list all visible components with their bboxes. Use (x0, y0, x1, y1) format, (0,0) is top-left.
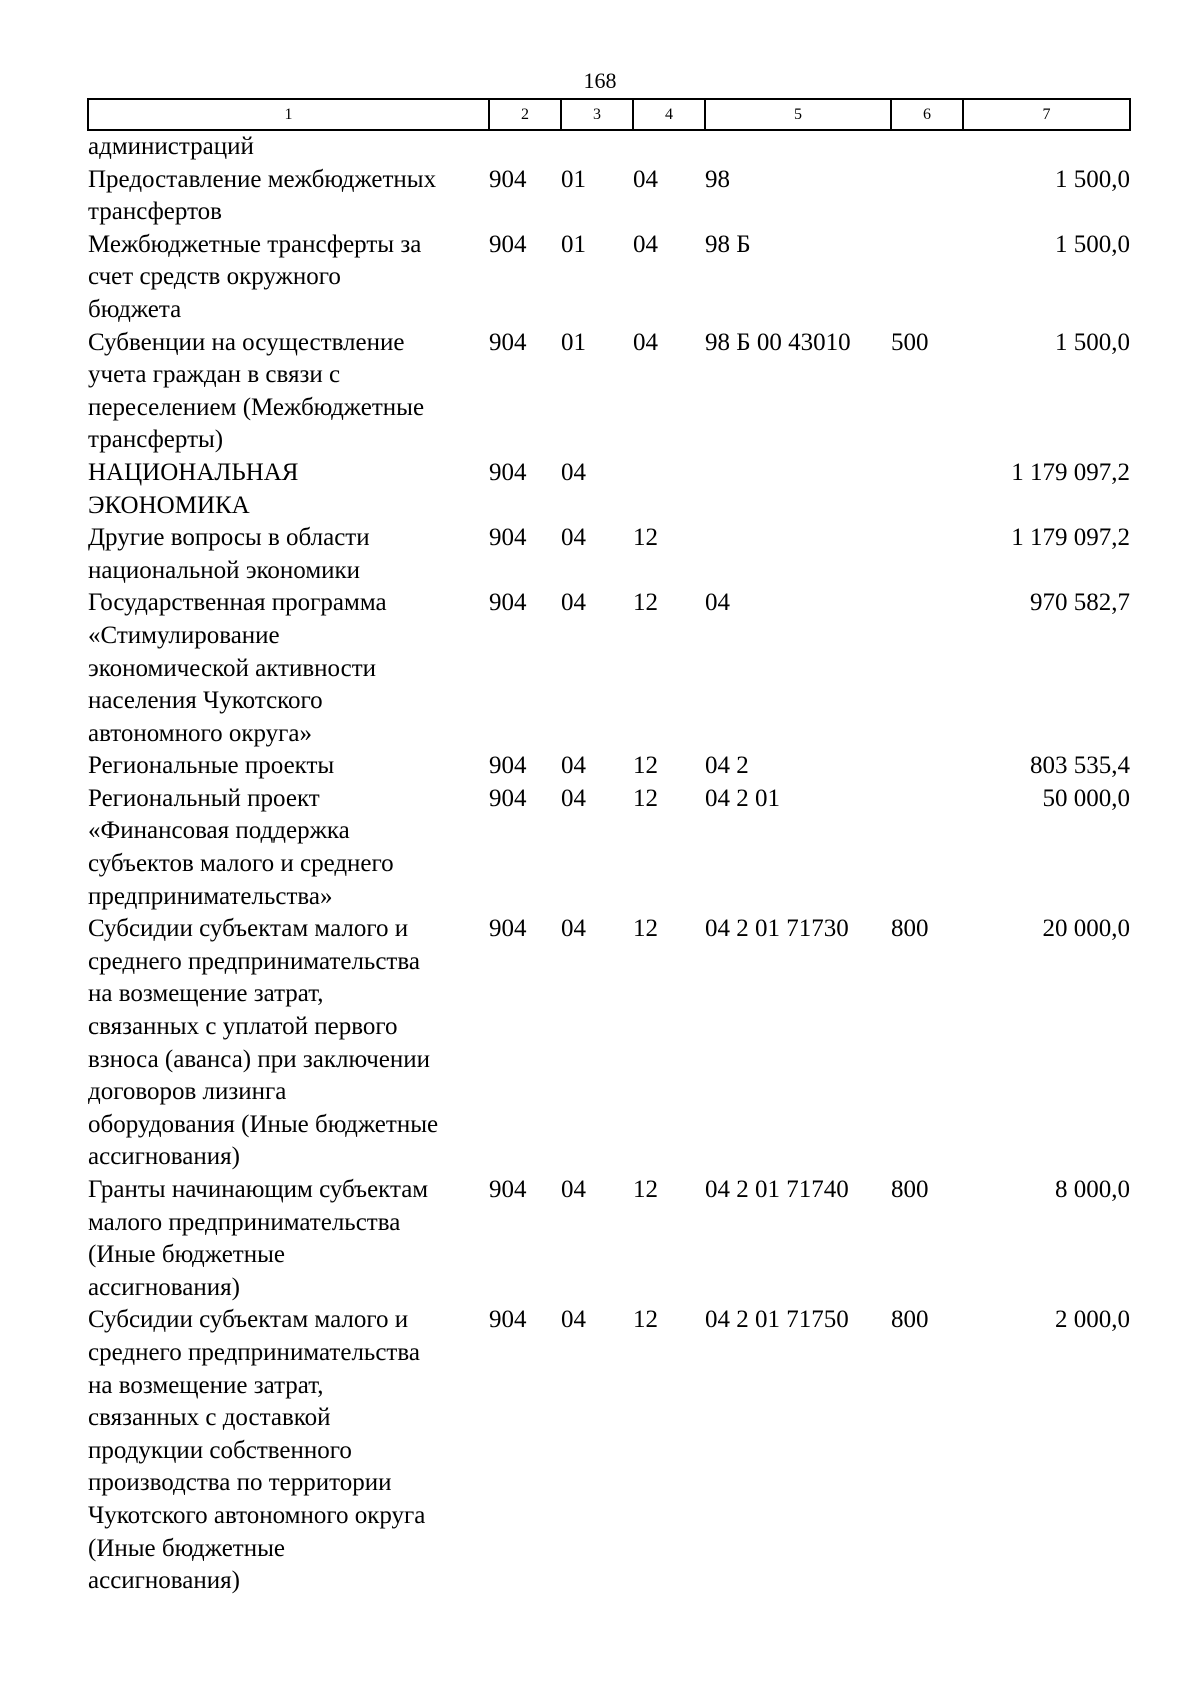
table-row (88, 327, 1130, 457)
row-name (88, 164, 489, 229)
row-code-admin: 904 (489, 752, 527, 780)
row-code-expense-type: 800 (891, 915, 929, 943)
table-row (88, 522, 1130, 587)
table-body (88, 130, 1130, 1598)
row-code-section: 04 (561, 458, 586, 486)
row-name (88, 457, 489, 522)
row-amount: 1 179 097,2 (1011, 458, 1130, 486)
row-name-line: трансфертов (88, 198, 222, 226)
row-name (88, 913, 489, 1174)
row-code-section (561, 130, 633, 164)
row-code-section: 04 (561, 784, 586, 812)
row-code-target-article: 98 (705, 165, 730, 193)
row-name-line: Другие вопросы в области (88, 524, 370, 552)
row-name (88, 1304, 489, 1597)
row-name-line: (Иные бюджетные (88, 1534, 285, 1562)
row-name-line: экономической активности (88, 654, 377, 682)
row-name-line: учета граждан в связи с (88, 361, 341, 389)
row-code-target-article: 04 2 01 71740 (705, 1176, 849, 1203)
row-code-target-article: 04 2 01 (705, 784, 780, 812)
table-row (88, 1304, 1130, 1597)
row-amount: 20 000,0 (1042, 915, 1130, 943)
row-name (88, 783, 489, 913)
row-amount: 8 000,0 (1055, 1176, 1130, 1203)
row-name-line: национальной экономики (88, 556, 361, 584)
row-amount: 1 500,0 (1055, 230, 1130, 258)
row-code-target-article: 04 (705, 589, 730, 617)
row-code-expense-type (891, 750, 963, 783)
row-name-line: связанных с уплатой первого (88, 1013, 398, 1041)
row-code-expense-type (891, 164, 963, 229)
row-name-line: продукции собственного (88, 1436, 352, 1464)
table-header (88, 99, 1130, 130)
row-amount: 1 500,0 (1055, 328, 1130, 356)
row-name-line: среднего предпринимательства (88, 1338, 420, 1366)
row-name-line: Чукотского автономного округа (88, 1501, 426, 1529)
table-row (88, 457, 1130, 522)
header-col-5: 5 (705, 99, 891, 130)
row-name-line: ассигнования) (88, 1273, 240, 1301)
row-code-subsection: 04 (633, 230, 658, 258)
row-code-target-article: 04 2 (705, 752, 749, 780)
row-code-section: 04 (561, 752, 586, 780)
row-name (88, 750, 489, 783)
row-code-section: 04 (561, 915, 586, 943)
row-code-target-article: 98 Б (705, 230, 751, 258)
row-code-section: 04 (561, 524, 586, 552)
row-code-admin: 904 (489, 589, 527, 617)
row-code-admin: 904 (489, 458, 527, 486)
row-code-admin: 904 (489, 1176, 527, 1203)
header-col-6: 6 (891, 99, 963, 130)
row-code-subsection: 12 (633, 915, 658, 943)
row-code-target-article (705, 457, 891, 522)
row-code-subsection: 12 (633, 784, 658, 812)
row-code-admin: 904 (489, 165, 527, 193)
row-name-line: бюджета (88, 295, 182, 323)
row-name-line: счет средств окружного (88, 263, 341, 291)
row-code-expense-type (891, 587, 963, 750)
table-row (88, 783, 1130, 913)
row-code-section: 01 (561, 165, 586, 193)
row-name-line: на возмещение затрат, (88, 1371, 324, 1399)
row-code-target-article (705, 522, 891, 587)
row-name-line: переселением (Межбюджетные (88, 393, 425, 421)
row-name (88, 587, 489, 750)
row-name (88, 327, 489, 457)
row-code-expense-type: 800 (891, 1306, 929, 1334)
row-name-line: автономного округа» (88, 719, 313, 747)
row-name (88, 229, 489, 327)
row-code-subsection: 12 (633, 1306, 658, 1334)
row-code-expense-type (891, 457, 963, 522)
row-code-subsection: 04 (633, 165, 658, 193)
header-col-2: 2 (489, 99, 561, 130)
row-name-line: оборудования (Иные бюджетные (88, 1110, 439, 1138)
budget-table (87, 98, 1131, 1598)
row-code-admin: 904 (489, 1306, 527, 1334)
row-code-admin: 904 (489, 230, 527, 258)
row-name-line: трансферты) (88, 426, 224, 454)
row-name-line: администраций (88, 133, 254, 160)
row-name-line: Предоставление межбюджетных (88, 165, 437, 193)
row-code-expense-type (891, 522, 963, 587)
row-amount: 2 000,0 (1055, 1306, 1130, 1334)
header-row (88, 99, 1130, 130)
row-name-line: «Финансовая поддержка (88, 817, 350, 845)
row-code-subsection: 12 (633, 589, 658, 617)
row-name-line: среднего предпринимательства (88, 947, 420, 975)
row-amount: 970 582,7 (1030, 589, 1130, 617)
row-amount: 803 535,4 (1030, 752, 1130, 780)
row-name-line: (Иные бюджетные (88, 1241, 285, 1269)
row-name-line: Региональные проекты (88, 752, 335, 780)
row-code-subsection: 04 (633, 328, 658, 356)
row-name-line: Гранты начинающим субъектам (88, 1176, 429, 1203)
row-code-subsection (633, 130, 705, 164)
row-name-line: предпринимательства» (88, 882, 333, 910)
row-name-line: субъектов малого и среднего (88, 850, 394, 878)
row-code-subsection: 12 (633, 1176, 658, 1203)
row-name (88, 1174, 489, 1304)
row-code-expense-type (891, 229, 963, 327)
row-code-section: 01 (561, 230, 586, 258)
row-name-line: Субвенции на осуществление (88, 328, 405, 356)
row-code-subsection: 12 (633, 524, 658, 552)
row-amount: 1 179 097,2 (1011, 524, 1130, 552)
table-row (88, 913, 1130, 1174)
header-col-4: 4 (633, 99, 705, 130)
row-code-target-article: 04 2 01 71750 (705, 1306, 849, 1334)
row-amount (963, 130, 1130, 164)
table-row (88, 1174, 1130, 1304)
row-name (88, 522, 489, 587)
row-code-expense-type: 500 (891, 328, 929, 356)
row-amount: 50 000,0 (1042, 784, 1130, 812)
row-code-admin (489, 130, 561, 164)
table-row (88, 750, 1130, 783)
header-col-7: 7 (963, 99, 1130, 130)
row-name-line: Субсидии субъектам малого и (88, 915, 409, 943)
row-code-expense-type: 800 (891, 1176, 929, 1203)
row-name-line: взноса (аванса) при заключении (88, 1045, 431, 1073)
row-name-line: производства по территории (88, 1469, 392, 1497)
row-code-admin: 904 (489, 915, 527, 943)
header-col-3: 3 (561, 99, 633, 130)
page-number: 168 (583, 68, 617, 93)
row-code-admin: 904 (489, 784, 527, 812)
table-row (88, 229, 1130, 327)
row-code-section: 04 (561, 1176, 586, 1203)
table-row (88, 587, 1130, 750)
row-name-line: НАЦИОНАЛЬНАЯ (88, 458, 299, 486)
row-name-line: Региональный проект (88, 784, 320, 812)
row-name-line: на возмещение затрат, (88, 980, 324, 1008)
row-name-line: ассигнования) (88, 1143, 240, 1171)
row-amount: 1 500,0 (1055, 165, 1130, 193)
row-code-target-article: 04 2 01 71730 (705, 915, 849, 943)
row-name-line: связанных с доставкой (88, 1404, 331, 1432)
row-name-line: малого предпринимательства (88, 1208, 401, 1236)
table-row (88, 164, 1130, 229)
row-name-line: договоров лизинга (88, 1078, 287, 1106)
row-code-subsection (633, 457, 705, 522)
row-name-line: Субсидии субъектам малого и (88, 1306, 409, 1334)
row-code-admin: 904 (489, 328, 527, 356)
row-code-section: 01 (561, 328, 586, 356)
row-name-line: ассигнования) (88, 1567, 240, 1595)
row-code-subsection: 12 (633, 752, 658, 780)
row-code-target-article: 98 Б 00 43010 (705, 328, 851, 356)
row-name-line: Межбюджетные трансферты за (88, 230, 422, 258)
row-code-admin: 904 (489, 524, 527, 552)
row-code-section: 04 (561, 1306, 586, 1334)
row-code-section: 04 (561, 589, 586, 617)
row-code-expense-type (891, 130, 963, 164)
header-col-1: 1 (88, 99, 489, 130)
row-code-target-article (705, 130, 891, 164)
row-name-line: Государственная программа (88, 589, 387, 617)
row-code-expense-type (891, 783, 963, 913)
table-row (88, 130, 1130, 164)
row-name-line: ЭКОНОМИКА (88, 491, 250, 519)
row-name (88, 130, 489, 164)
row-name-line: «Стимулирование (88, 621, 280, 649)
row-name-line: населения Чукотского (88, 687, 323, 715)
